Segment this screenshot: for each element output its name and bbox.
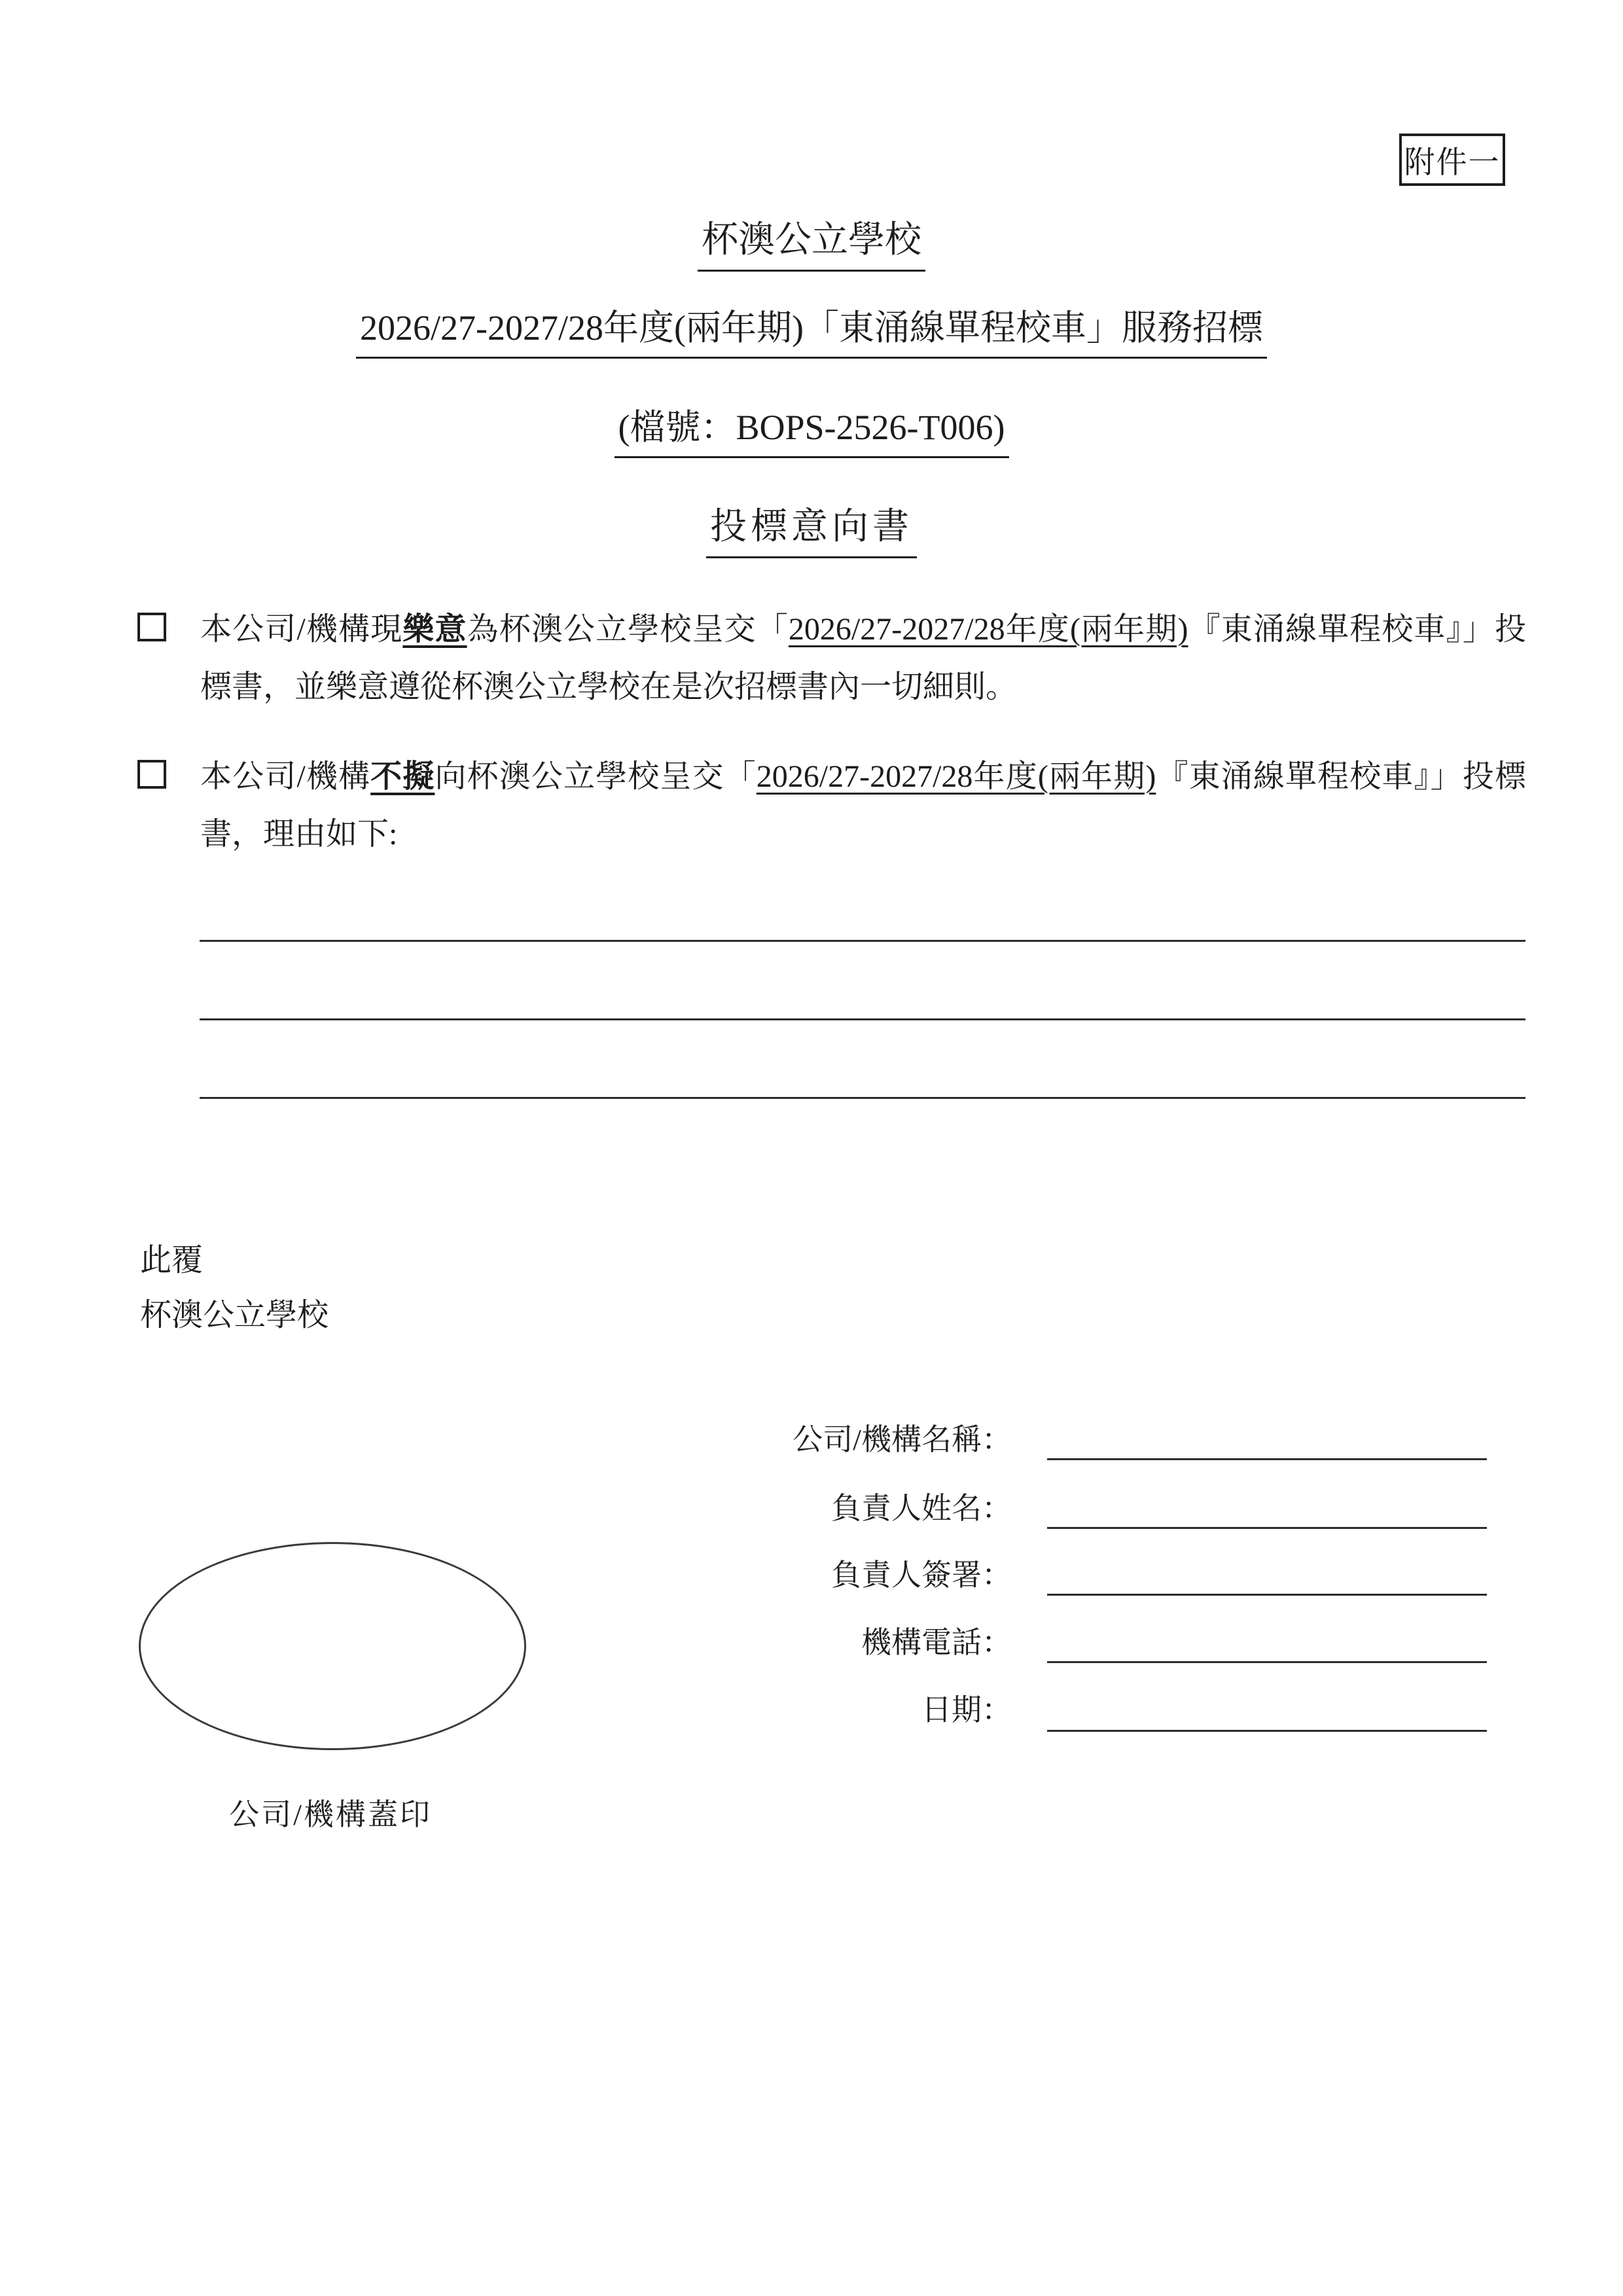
decline-seg-route: 『東涌線單程校車』 (1156, 759, 1431, 794)
field-input-person-signature[interactable] (1047, 1594, 1487, 1596)
doc-title-heading: 投標意向書 (0, 497, 1623, 558)
accept-seg-mid: 為杯澳公立學校呈交「 (467, 612, 789, 647)
decline-seg-pre: 本公司/機構 (200, 759, 371, 794)
company-stamp-caption: 公司/機構蓋印 (229, 1798, 432, 1831)
closing-line-1: 此覆 (140, 1243, 204, 1278)
option-decline-checkbox[interactable] (137, 760, 166, 789)
closing-line-2: 杯澳公立學校 (140, 1298, 329, 1333)
file-number-heading: (檔號：BOPS-2526-T006) (0, 399, 1623, 458)
accept-seg-year: 2026/27-2027/28年度(兩年期) (788, 612, 1188, 647)
field-input-person-name[interactable] (1047, 1527, 1487, 1529)
decline-seg-mid: 向杯澳公立學校呈交「 (435, 759, 757, 794)
company-stamp-ellipse (139, 1542, 526, 1750)
attachment-tag-box (1399, 134, 1505, 186)
reason-blank-line-3[interactable] (200, 1097, 1525, 1099)
accept-seg-route: 『東涌線單程校車』 (1188, 612, 1463, 647)
reason-blank-line-1[interactable] (200, 940, 1525, 942)
option-decline-text (200, 748, 1526, 863)
field-label-person-name: 負責人姓名： (831, 1492, 1012, 1525)
field-label-phone: 機構電話： (861, 1626, 1012, 1659)
option-decline (137, 748, 1526, 863)
closing-block (140, 1233, 329, 1343)
field-input-phone[interactable] (1047, 1661, 1487, 1663)
field-label-person-signature: 負責人簽署： (831, 1558, 1012, 1592)
accept-seg-post: 」投標書，並樂意遵從杯澳公立學校在是次招標書內一切細則。 (200, 612, 1526, 704)
field-label-company-name: 公司/機構名稱： (793, 1423, 1012, 1456)
accept-seg-emphasis: 樂意 (402, 612, 467, 647)
option-accept (137, 601, 1526, 716)
field-label-date: 日期： (921, 1693, 1012, 1727)
accept-seg-pre: 本公司/機構現 (200, 612, 403, 647)
school-name-heading: 杯澳公立學校 (0, 211, 1623, 272)
decline-seg-year: 2026/27-2027/28年度(兩年期) (756, 759, 1156, 794)
attachment-tag-label: 附件一 (1404, 145, 1501, 180)
decline-seg-post: 」投標書，理由如下: (200, 759, 1526, 852)
option-accept-checkbox[interactable] (137, 613, 166, 641)
option-accept-text (200, 601, 1526, 716)
field-input-company-name[interactable] (1047, 1458, 1487, 1460)
decline-seg-emphasis: 不擬 (370, 759, 435, 794)
reason-blank-line-2[interactable] (200, 1018, 1525, 1020)
tender-title-heading: 2026/27-2027/28年度(兩年期)「東涌線單程校車」服務招標 (0, 300, 1623, 359)
field-input-date[interactable] (1047, 1730, 1487, 1732)
